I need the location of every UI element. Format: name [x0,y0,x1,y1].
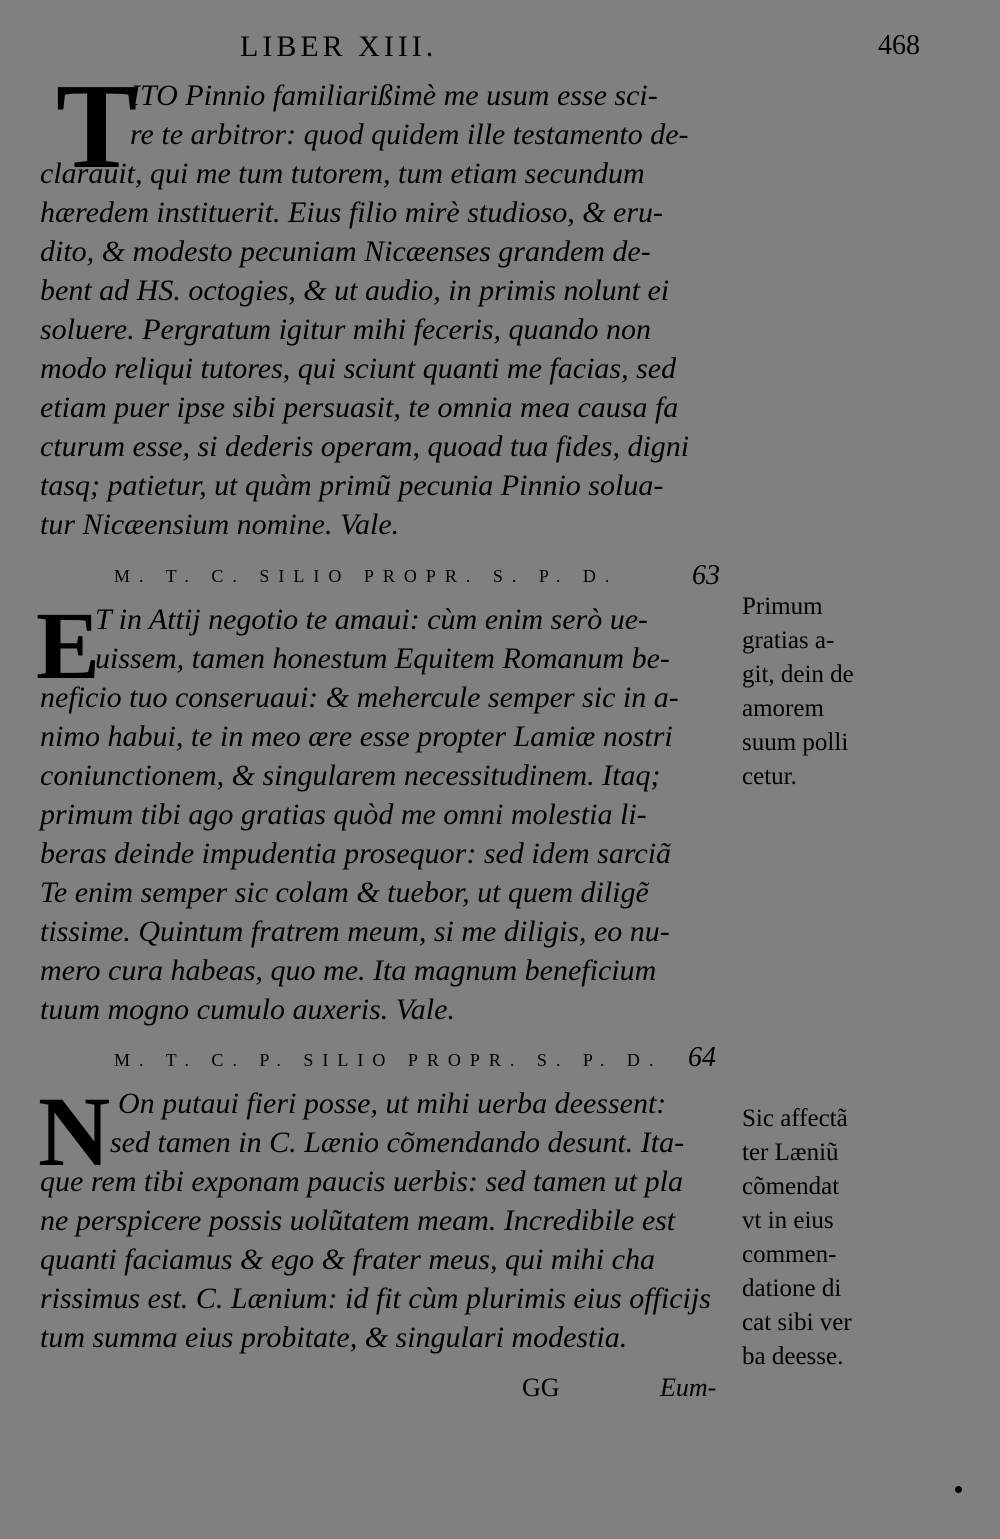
marginal-line: datione di [742,1275,842,1302]
salutation-64: M. T. C. P. SILIO PROPR. S. P. D. [114,1050,663,1070]
letter-62-body [40,76,740,544]
signature-mark: GG [522,1373,560,1402]
marginal-line: cat sibi ver [742,1309,852,1336]
text-line: hæredem instituerit. Eius filio mirè studioso, & eru- [40,196,664,229]
letter-number-63: 63 [692,560,720,591]
text-line: On putaui fieri posse, ut mihi uerba deessent: [118,1087,667,1120]
marginal-note-64 [742,1102,892,1374]
drop-cap-n: N [38,1076,111,1187]
marginal-line: ba deesse. [742,1343,844,1370]
text-line: coniunctionem, & singularem necessitudinem. Itaq; [40,759,661,792]
text-line: nimo habui, te in meo ære esse propter Lamiæ nostri [40,720,673,753]
ink-speck [955,1486,962,1493]
text-line: clarauit, qui me tum tutorem, tum etiam secundum [40,157,645,190]
text-line: que rem tibi exponam paucis uerbis: sed tamen ut pla [40,1165,683,1198]
marginal-line: git, dein de [742,661,854,688]
text-line: re te arbitror: quod quidem ille testamento de- [130,118,689,151]
marginal-line: vt in eius [742,1207,834,1234]
text-line: uissem, tamen honestum Equitem Romanum be- [95,642,670,675]
text-line: soluere. Pergratum igitur mihi feceris, quando non [40,313,652,346]
marginal-line: Sic affectã [742,1105,848,1132]
text-line: ne perspicere possis uolũtatem meam. Incredibile est [40,1204,676,1237]
salutation-63: M. T. C. SILIO PROPR. S. P. D. [114,566,619,586]
text-line: ITO Pinnio familiarißimè me usum esse sci- [130,79,658,112]
text-line: Te enim semper sic colam & tuebor, ut quem diligẽ [40,876,649,909]
text-line: beras deinde impudentia prosequor: sed idem sarciã [40,837,672,870]
text-line: tasq; patietur, ut quàm primũ pecunia Pinnio solua- [40,469,664,502]
text-line: quanti faciamus & ego & frater meus, qui mihi cha [40,1243,655,1276]
marginal-line: cõmendat [742,1173,840,1200]
marginal-line: amorem [742,695,824,722]
text-line: primum tibi ago gratias quòd me omni molestia li- [40,798,647,831]
text-line: tur Nicæensium nomine. Vale. [40,508,400,541]
text-line: modo reliqui tutores, qui sciunt quanti me facias, sed [40,352,677,385]
text-line: etiam puer ipse sibi persuasit, te omnia mea causa fa [40,391,679,424]
drop-cap-t: T [56,59,138,194]
letter-63-body [40,600,740,1029]
marginal-line: Primum [742,593,823,620]
text-line: T in Attij negotio te amaui: cùm enim serò ue- [95,603,648,636]
marginal-line: suum polli [742,729,849,756]
text-line: tum summa eius probitate, & singulari modestia. [40,1321,628,1354]
text-line: tuum mogno cumulo auxeris. Vale. [40,993,455,1026]
marginal-line: ter Læniũ [742,1139,839,1166]
marginal-line: cetur. [742,763,797,790]
marginal-note-63 [742,590,892,794]
drop-cap-e: E [36,592,101,699]
letter-64-body [38,1076,740,1357]
marginal-line: commen- [742,1241,837,1268]
text-line: sed tamen in C. Lænio cõmendando desunt. Ita- [110,1126,685,1159]
text-line: tissime. Quintum fratrem meum, si me diligis, eo nu- [40,915,670,948]
running-title: LIBER XIII. [240,30,438,63]
text-line: rissimus est. C. Lænium: id fit cùm plurimis eius officijs [40,1282,711,1315]
text-line: neficio tuo conseruaui: & mehercule semper sic in a- [40,681,679,714]
catchword: Eum- [660,1373,717,1402]
text-line: mero cura habeas, quo me. Ita magnum beneficium [40,954,657,987]
page-number: 468 [878,30,920,61]
text-line: bent ad HS. octogies, & ut audio, in primis nolunt ei [40,274,670,307]
text-line: dito, & modesto pecuniam Nicæenses grandem de- [40,235,651,268]
letter-number-64: 64 [688,1042,716,1073]
text-line: cturum esse, si dederis operam, quoad tua fides, digni [40,430,690,463]
marginal-line: gratias a- [742,627,835,654]
